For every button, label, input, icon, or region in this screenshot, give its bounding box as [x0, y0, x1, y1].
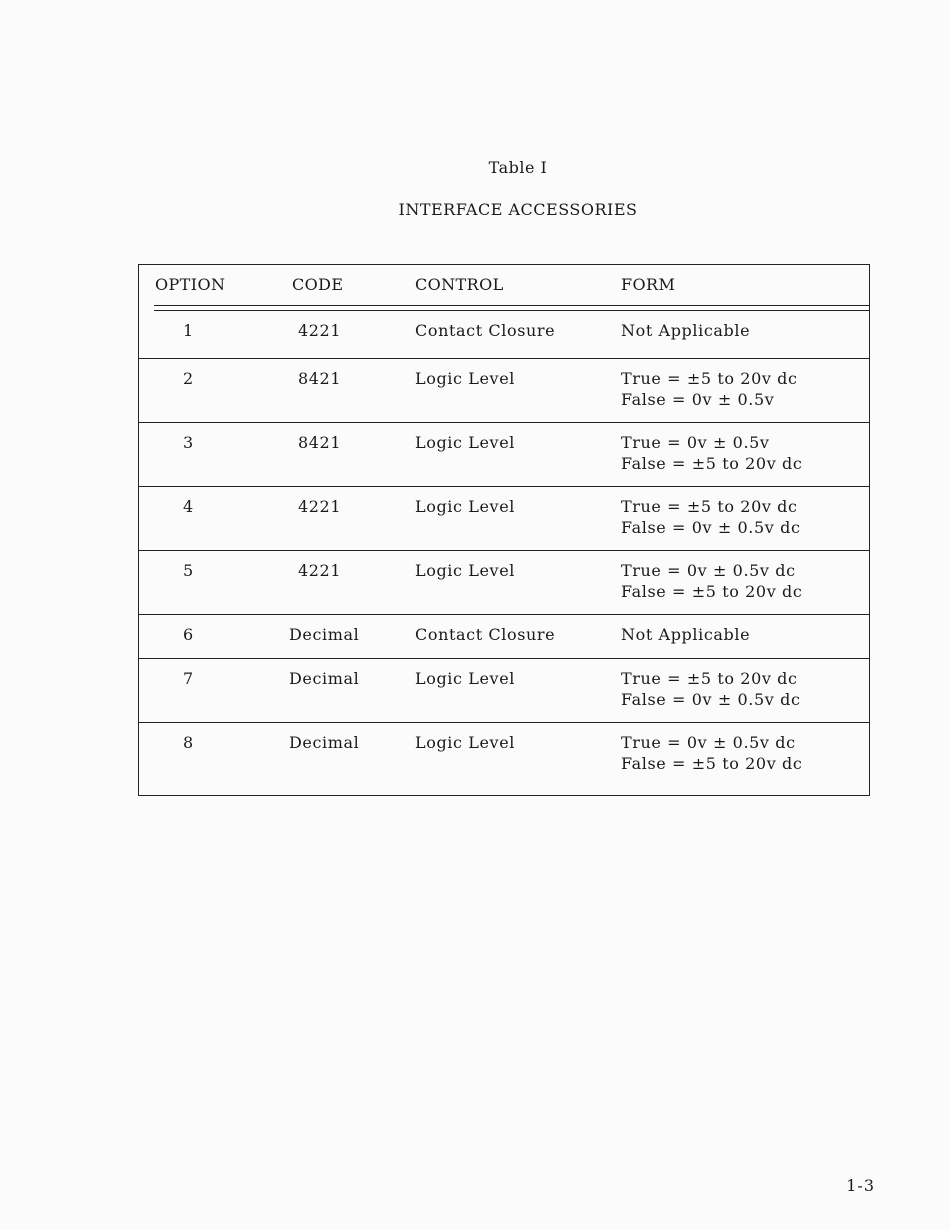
option-cell: 6: [183, 625, 194, 644]
header-code: CODE: [292, 275, 344, 294]
form-line: True = ±5 to 20v dc: [621, 669, 798, 688]
form-cell: [621, 432, 802, 474]
code-cell: Decimal: [289, 669, 360, 688]
form-line: Not Applicable: [621, 625, 751, 644]
form-line: True = 0v ± 0.5v dc: [621, 733, 796, 752]
form-line: False = 0v ± 0.5v dc: [621, 518, 801, 537]
form-cell: [621, 320, 750, 341]
control-cell: Contact Closure: [415, 321, 556, 340]
control-cell: Logic Level: [415, 733, 515, 752]
code-cell: 8421: [298, 369, 342, 388]
form-line: True = ±5 to 20v dc: [621, 369, 798, 388]
table-row: [139, 423, 869, 487]
interface-accessories-table: [138, 264, 870, 796]
form-line: True = 0v ± 0.5v: [621, 433, 770, 452]
form-line: False = ±5 to 20v dc: [621, 754, 803, 773]
code-cell: 8421: [298, 433, 342, 452]
table-row: [139, 551, 869, 615]
form-line: True = ±5 to 20v dc: [621, 497, 798, 516]
form-line: False = ±5 to 20v dc: [621, 454, 803, 473]
control-cell: Logic Level: [415, 497, 515, 516]
option-cell: 5: [183, 561, 194, 580]
table-row: [139, 359, 869, 423]
header-divider-top: [154, 305, 869, 306]
table-number: Table I: [488, 158, 548, 177]
code-cell: 4221: [298, 321, 342, 340]
page-number: 1-3: [846, 1176, 875, 1195]
code-cell: 4221: [298, 497, 342, 516]
control-cell: Logic Level: [415, 561, 515, 580]
form-cell: [621, 368, 798, 410]
table-row: [139, 659, 869, 723]
header-form: FORM: [621, 275, 676, 294]
form-cell: [621, 668, 801, 710]
form-line: True = 0v ± 0.5v dc: [621, 561, 796, 580]
form-cell: [621, 624, 750, 645]
form-line: False = ±5 to 20v dc: [621, 582, 803, 601]
table-row: [139, 311, 869, 359]
table-header-row: [139, 265, 869, 307]
table-row: [139, 723, 869, 793]
form-line: False = 0v ± 0.5v: [621, 390, 775, 409]
table-row: [139, 487, 869, 551]
code-cell: Decimal: [289, 625, 360, 644]
table-title: INTERFACE ACCESSORIES: [398, 200, 638, 219]
header-control: CONTROL: [415, 275, 504, 294]
control-cell: Logic Level: [415, 369, 515, 388]
code-cell: Decimal: [289, 733, 360, 752]
option-cell: 4: [183, 497, 194, 516]
option-cell: 2: [183, 369, 194, 388]
form-line: False = 0v ± 0.5v dc: [621, 690, 801, 709]
code-cell: 4221: [298, 561, 342, 580]
table-row: [139, 615, 869, 659]
control-cell: Contact Closure: [415, 625, 556, 644]
header-option: OPTION: [155, 275, 226, 294]
option-cell: 1: [183, 321, 194, 340]
form-cell: [621, 496, 801, 538]
control-cell: Logic Level: [415, 433, 515, 452]
form-cell: [621, 732, 802, 774]
option-cell: 7: [183, 669, 194, 688]
option-cell: 3: [183, 433, 194, 452]
control-cell: Logic Level: [415, 669, 515, 688]
option-cell: 8: [183, 733, 194, 752]
form-cell: [621, 560, 802, 602]
form-line: Not Applicable: [621, 321, 751, 340]
